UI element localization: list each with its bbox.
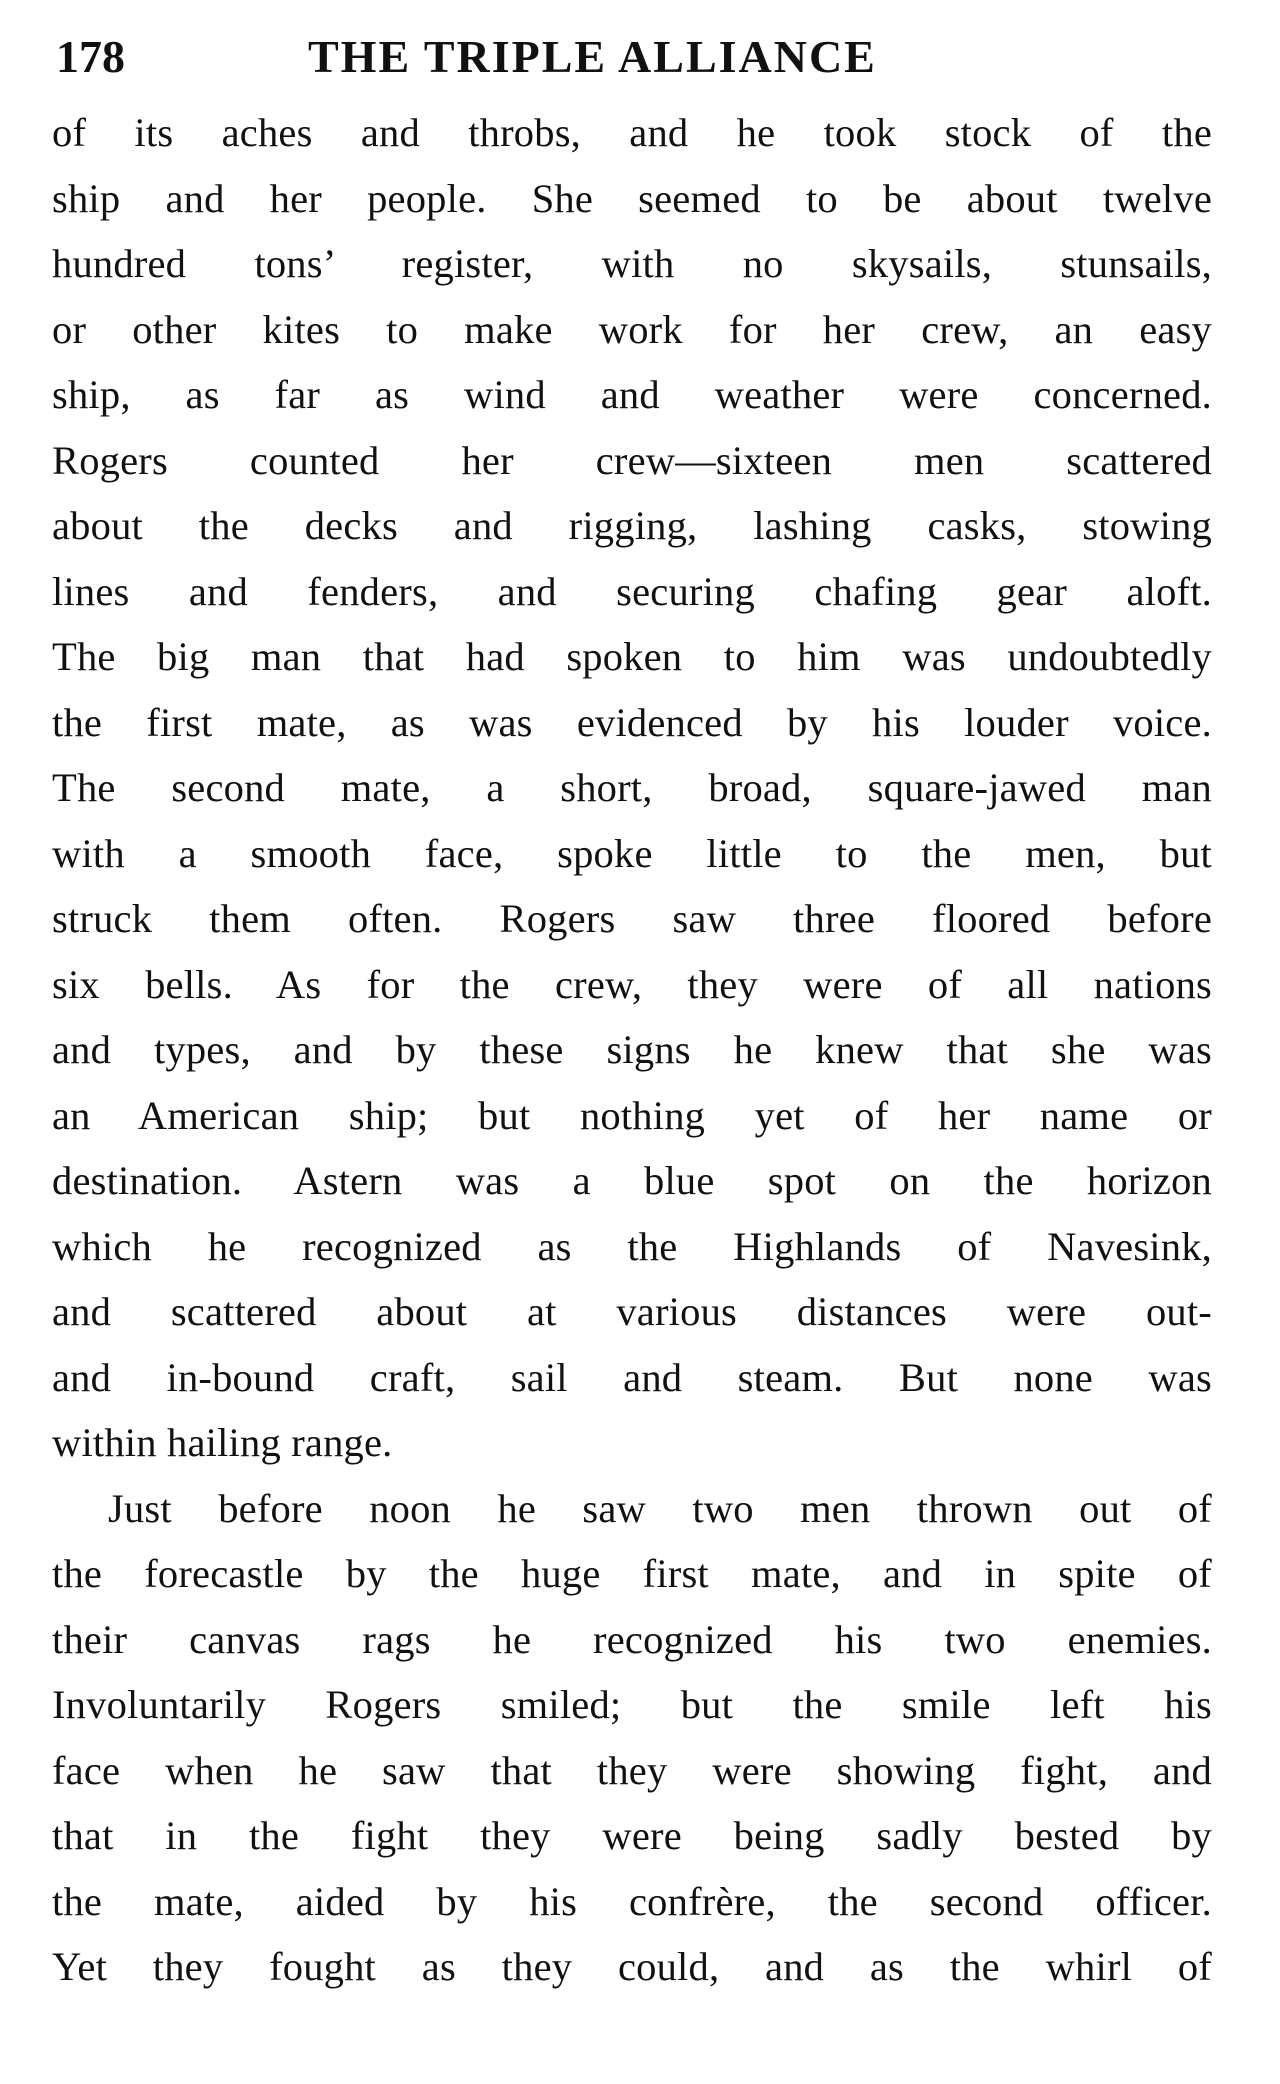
- text-line: the mate, aided by his confrère, the second officer.: [52, 1878, 1212, 1924]
- text-line: of its aches and throbs, and he took stock of the: [52, 110, 1212, 155]
- book-page: [52, 30, 1212, 2000]
- text-line: about the decks and rigging, lashing casks, stowing: [52, 503, 1212, 548]
- text-line: and types, and by these signs he knew that she was: [52, 1027, 1212, 1072]
- text-line: Yet they fought as they could, and as the whirl of: [52, 1944, 1212, 1989]
- text-line: or other kites to make work for her crew, an easy: [52, 306, 1212, 352]
- running-head: THE TRIPLE ALLIANCE: [308, 31, 877, 82]
- text-line: struck them often. Rogers saw three floored before: [52, 896, 1212, 941]
- text-line: Rogers counted her crew—sixteen men scattered: [52, 437, 1212, 483]
- text-line: ship and her people. She seemed to be about twelve: [52, 175, 1212, 221]
- text-line: their canvas rags he recognized his two enemies.: [52, 1616, 1212, 1662]
- paragraph-2: [52, 1476, 1212, 2000]
- text-line: six bells. As for the crew, they were of all nations: [52, 961, 1212, 1007]
- text-line: The big man that had spoken to him was undoubtedly: [52, 634, 1212, 679]
- text-line: lines and fenders, and securing chafing gear aloft.: [52, 568, 1212, 614]
- text-line: Just before noon he saw two men thrown out of: [108, 1485, 1212, 1531]
- body-text: [52, 100, 1212, 2000]
- text-line: destination. Astern was a blue spot on the horizon: [52, 1158, 1212, 1203]
- text-line: and in-bound craft, sail and steam. But none was: [52, 1354, 1212, 1400]
- text-line: the forecastle by the huge first mate, and in spite of: [52, 1551, 1212, 1596]
- text-line: Involuntarily Rogers smiled; but the smile left his: [52, 1682, 1212, 1727]
- text-line: with a smooth face, spoke little to the men, but: [52, 830, 1212, 876]
- text-line: and scattered about at various distances were out-: [52, 1289, 1212, 1334]
- text-line: ship, as far as wind and weather were concerned.: [52, 372, 1212, 417]
- paragraph-1: [52, 100, 1212, 1476]
- text-line: that in the fight they were being sadly bested by: [52, 1813, 1212, 1858]
- text-line: an American ship; but nothing yet of her name or: [52, 1092, 1212, 1138]
- page-number: 178: [56, 31, 125, 82]
- text-line: The second mate, a short, broad, square-jawed man: [52, 765, 1212, 810]
- text-line: within hailing range.: [52, 1420, 393, 1465]
- text-line: the first mate, as was evidenced by his louder voice.: [52, 699, 1212, 745]
- text-line: face when he saw that they were showing fight, and: [52, 1747, 1212, 1793]
- text-line: which he recognized as the Highlands of Navesink,: [52, 1223, 1212, 1269]
- text-line: hundred tons’ register, with no skysails, stunsails,: [52, 241, 1212, 286]
- page-header: [52, 30, 1212, 100]
